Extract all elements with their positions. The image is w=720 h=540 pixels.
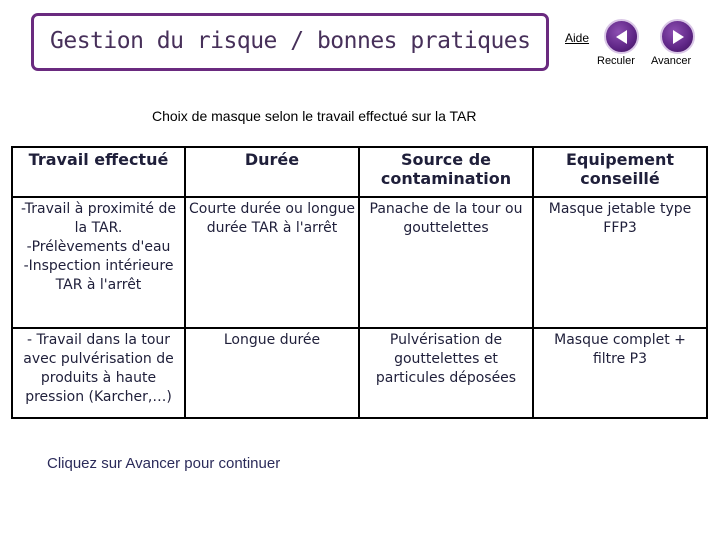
cell-line: -Inspection intérieure TAR à l'arrêt — [23, 258, 174, 293]
reculer-label[interactable]: Reculer — [597, 55, 635, 67]
table-row — [12, 197, 707, 328]
column-header: Equipement conseillé — [533, 147, 707, 197]
cell-source: Panache de la tour ou gouttelettes — [359, 197, 533, 328]
avancer-button[interactable] — [660, 19, 695, 54]
table-row — [12, 328, 707, 418]
cell-equipement: Masque jetable type FFP3 — [533, 197, 707, 328]
column-header: Durée — [185, 147, 359, 197]
cell-travail — [12, 197, 185, 328]
table-header-row — [12, 147, 707, 197]
aide-link[interactable]: Aide — [565, 31, 590, 45]
arrow-right-icon — [669, 28, 687, 46]
cell-duree: Courte durée ou longue durée TAR à l'arrêt — [185, 197, 359, 328]
column-header: Travail effectué — [12, 147, 185, 197]
caption: Choix de masque selon le travail effectué sur la TAR — [152, 108, 477, 124]
cell-travail — [12, 328, 185, 418]
page-title: Gestion du risque / bonnes pratiques — [50, 28, 531, 54]
cell-duree: Longue durée — [185, 328, 359, 418]
footer-instruction: Cliquez sur Avancer pour continuer — [47, 455, 281, 472]
avancer-label[interactable]: Avancer — [651, 55, 692, 67]
cell-equipement: Masque complet + filtre P3 — [533, 328, 707, 418]
cell-line: -Prélèvements d'eau — [26, 239, 171, 255]
title-box — [31, 13, 549, 71]
cell-line: -Travail à proximité de la TAR. — [21, 201, 176, 236]
column-header: Source de contamination — [359, 147, 533, 197]
mask-selection-table — [11, 146, 708, 419]
arrow-left-icon — [613, 28, 631, 46]
reculer-button[interactable] — [604, 19, 639, 54]
cell-source: Pulvérisation de gouttelettes et particules déposées — [359, 328, 533, 418]
cell-line: - Travail dans la tour avec pulvérisation de produits à haute pression (Karcher,…) — [23, 332, 174, 405]
